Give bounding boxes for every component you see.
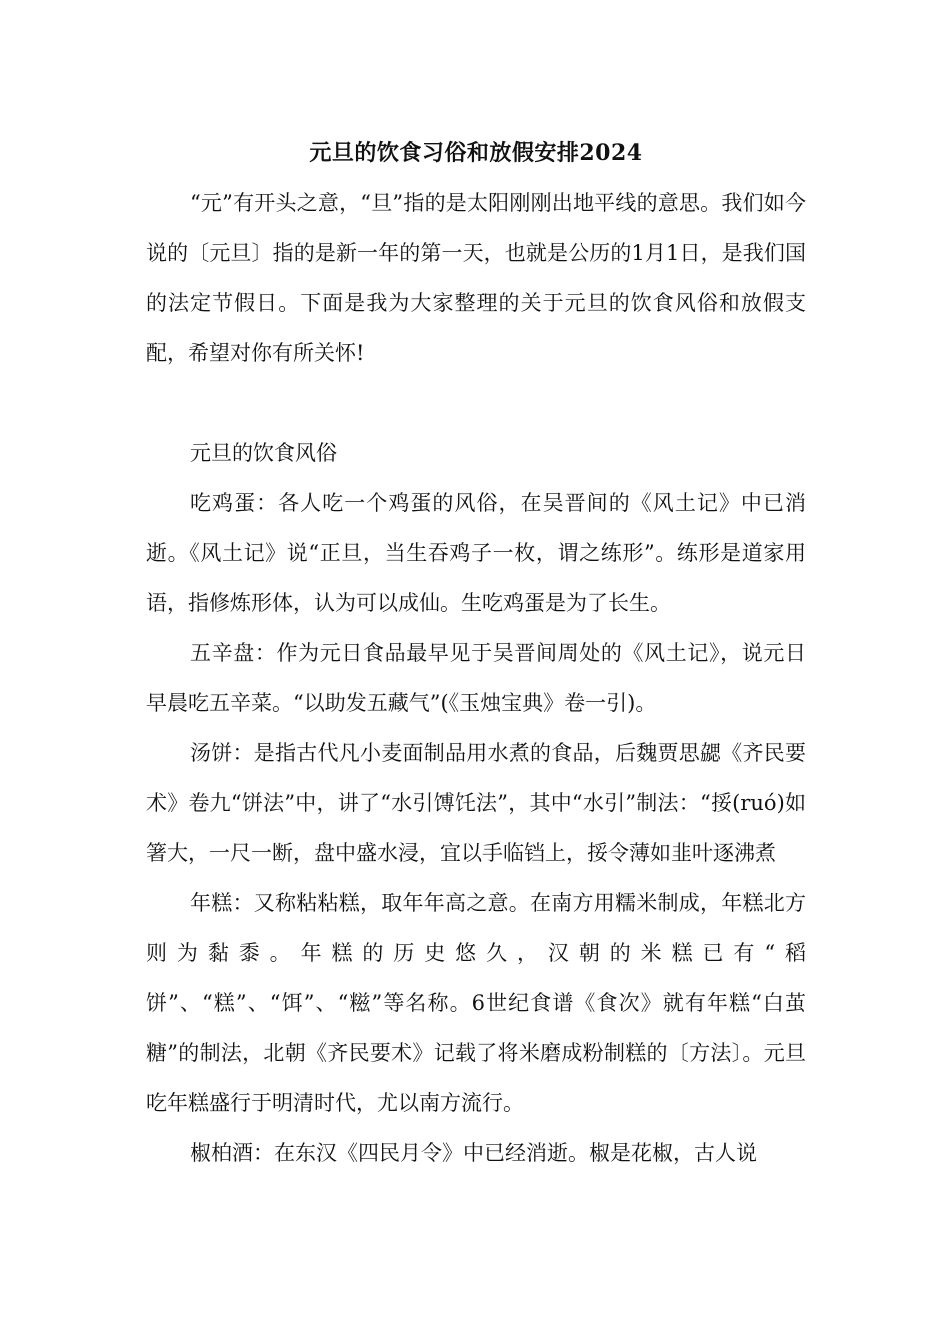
paragraph-niangao: 年糕：又称粘粘糕，取年年高之意。在南方用糯米制成，年糕北方则为黏黍。年糕的历史悠久，汉朝的米糕已有“稻饼”、“糕”、“饵”、“糍”等名称。6世纪食谱《食次》就有年糕“白茧糖”的制法，北朝《齐民要术》记载了将米磨成粉制糕的〔方法〕。元旦吃年糕盛行于明清时代，尤以南方流行。 [146,891,806,1115]
document-title: 元旦的饮食习俗和放假安排2024 [309,140,643,166]
intro-paragraph: “元”有开头之意，“旦”指的是太阳刚刚出地平线的意思。我们如今说的〔元旦〕指的是新一年的第一天，也就是公历的1月1日，是我们国的法定节假日。下面是我为大家整理的关于元旦的饮食风俗和放假支配，希望对你有所关怀! [146,191,806,365]
paragraph-eggs: 吃鸡蛋：各人吃一个鸡蛋的风俗，在吴晋间的《风土记》中已消逝。《风土记》说“正旦，当生吞鸡子一枚，谓之练形”。练形是道家用语，指修炼形体，认为可以成仙。生吃鸡蛋是为了长生。 [146,491,806,615]
paragraph-jiaobai-wine: 椒柏酒：在东汉《四民月令》中已经消逝。椒是花椒，古人说 [190,1141,757,1165]
paragraph-tangbing: 汤饼：是指古代凡小麦面制品用水煮的食品，后魏贾思勰《齐民要术》卷九“饼法”中，讲了“水引馎饦法”，其中“水引”制法：“挼(ruó)如箸大，一尺一断，盘中盛水浸，宜以手临铛上，挼令薄如韭叶逐沸煮 [146,741,806,865]
paragraph-five-spice-plate: 五辛盘：作为元日食品最早见于吴晋间周处的《风土记》，说元日早晨吃五辛菜。“以助发五藏气”(《玉烛宝典》卷一引)。 [146,641,806,715]
document-page [146,128,806,1178]
section-heading: 元旦的饮食风俗 [190,441,337,465]
blank-line [146,378,806,428]
